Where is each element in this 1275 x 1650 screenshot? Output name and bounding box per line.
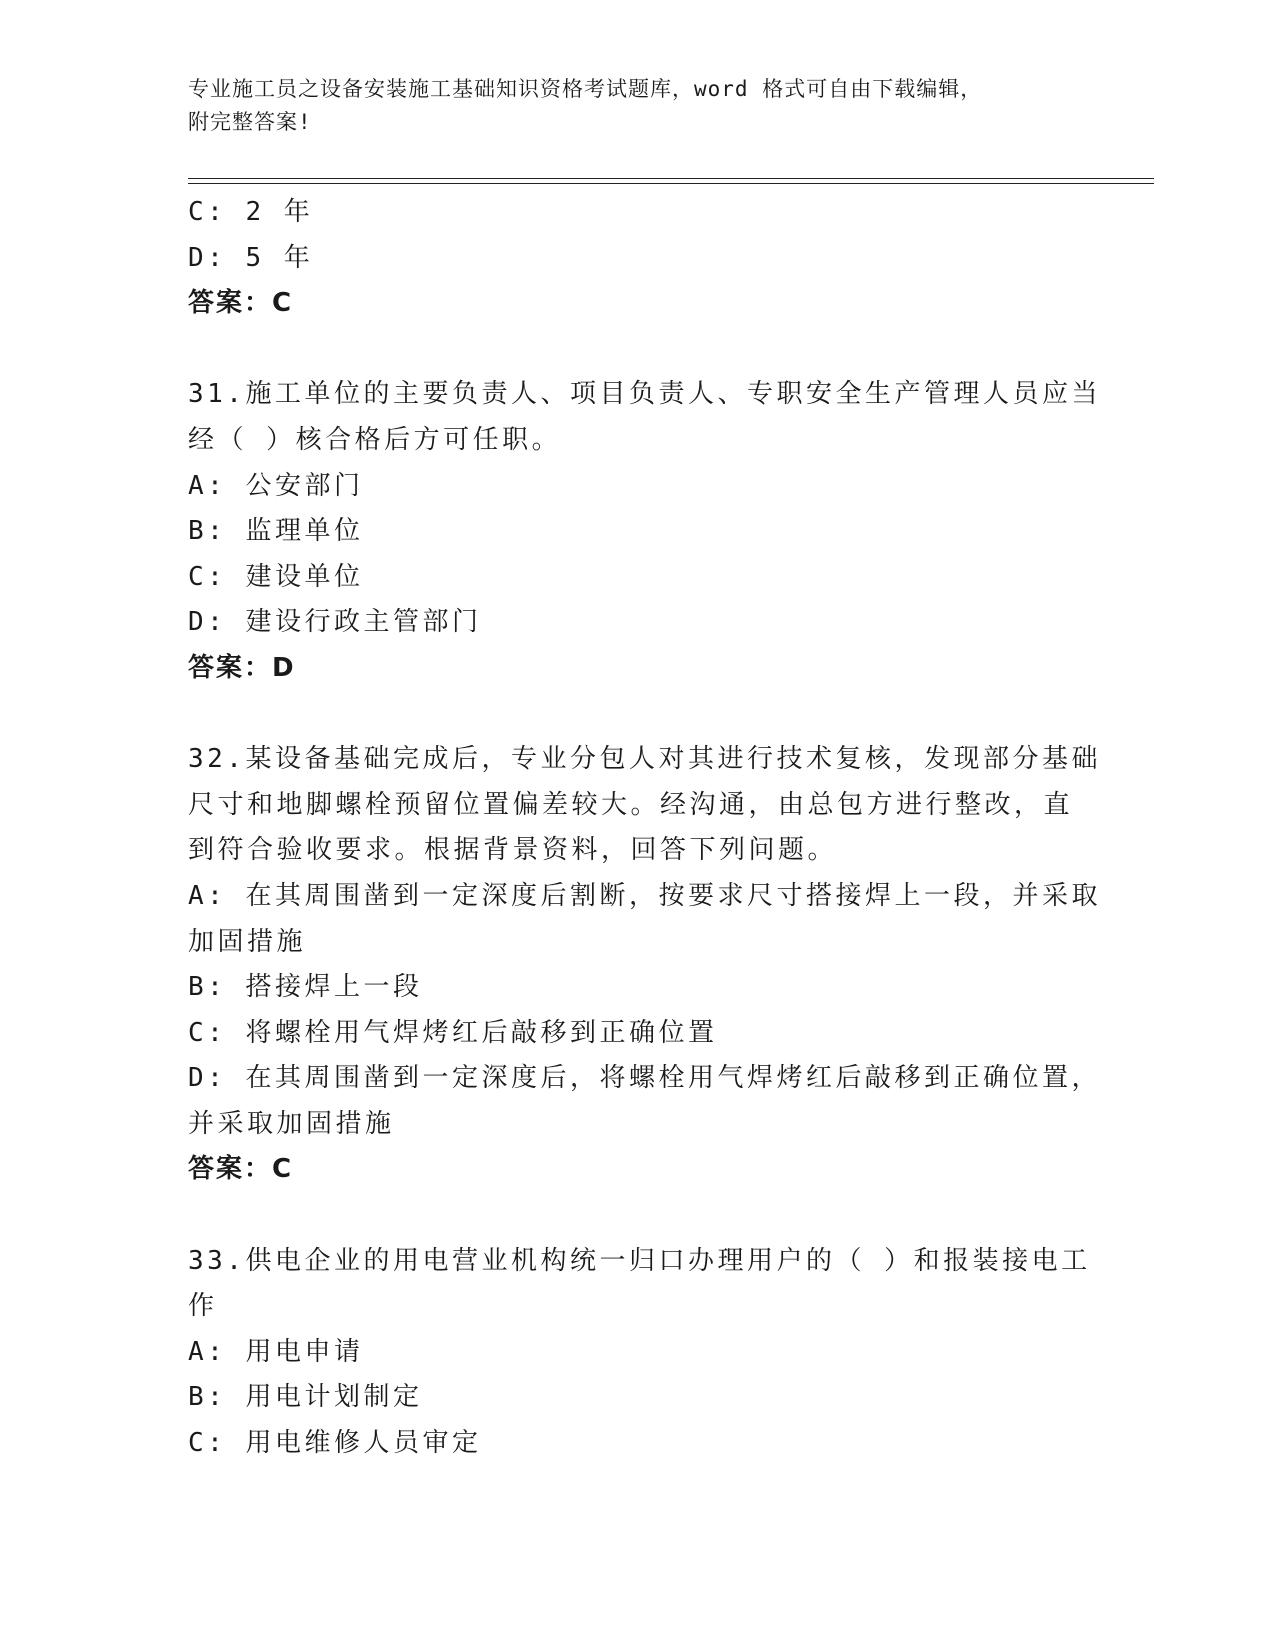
previous-question-tail xyxy=(188,190,1088,327)
answer-line: 答案：C xyxy=(188,1154,294,1185)
question-32 xyxy=(188,737,1101,1193)
option-c: C: 将螺栓用气焊烤红后敲移到正确位置 xyxy=(188,1017,718,1048)
option-c: C: 2 年 xyxy=(188,197,314,227)
option-a: A: 公安部门 xyxy=(188,470,364,501)
question-31 xyxy=(188,372,1101,691)
option-b: B: 搭接焊上一段 xyxy=(188,972,423,1003)
answer-line: 答案：C xyxy=(188,288,294,319)
question-stem-line: 到符合验收要求。根据背景资料，回答下列问题。 xyxy=(188,835,838,866)
document-header xyxy=(188,73,1068,139)
question-stem-line: 32.某设备基础完成后，专业分包人对其进行技术复核，发现部分基础 xyxy=(188,744,1101,775)
option-c: C: 建设单位 xyxy=(188,561,364,592)
spacer xyxy=(188,327,1088,373)
spacer xyxy=(188,692,1088,738)
option-a-continued: 加固措施 xyxy=(188,926,307,957)
option-d-continued: 并采取加固措施 xyxy=(188,1108,395,1139)
spacer xyxy=(188,1193,1088,1239)
header-line-2: 附完整答案! xyxy=(188,110,312,134)
option-c: C: 用电维修人员审定 xyxy=(188,1428,482,1459)
option-d: D: 建设行政主管部门 xyxy=(188,607,482,638)
option-d: D: 在其周围凿到一定深度后，将螺栓用气焊烤红后敲移到正确位置， xyxy=(188,1063,1101,1094)
question-content xyxy=(188,190,1101,1467)
header-divider-top xyxy=(188,178,1154,179)
question-stem-line: 31.施工单位的主要负责人、项目负责人、专职安全生产管理人员应当 xyxy=(188,379,1101,410)
option-d: D: 5 年 xyxy=(188,242,314,273)
header-line-1: 专业施工员之设备安装施工基础知识资格考试题库，word 格式可自由下载编辑， xyxy=(188,77,983,101)
question-stem-line: 33.供电企业的用电营业机构统一归口办理用户的（ ）和报装接电工 xyxy=(188,1245,1091,1276)
question-stem-line: 经（ ）核合格后方可任职。 xyxy=(188,424,562,455)
question-stem-line: 作 xyxy=(188,1291,218,1322)
question-stem-line: 尺寸和地脚螺栓预留位置偏差较大。经沟通，由总包方进行整改，直 xyxy=(188,789,1074,820)
option-b: B: 监理单位 xyxy=(188,516,364,547)
question-33 xyxy=(188,1239,1091,1467)
option-a: A: 用电申请 xyxy=(188,1336,364,1367)
header-divider-bottom xyxy=(188,183,1154,184)
option-a: A: 在其周围凿到一定深度后割断，按要求尺寸搭接焊上一段，并采取 xyxy=(188,880,1101,911)
answer-line: 答案：D xyxy=(188,652,296,683)
option-b: B: 用电计划制定 xyxy=(188,1382,423,1413)
